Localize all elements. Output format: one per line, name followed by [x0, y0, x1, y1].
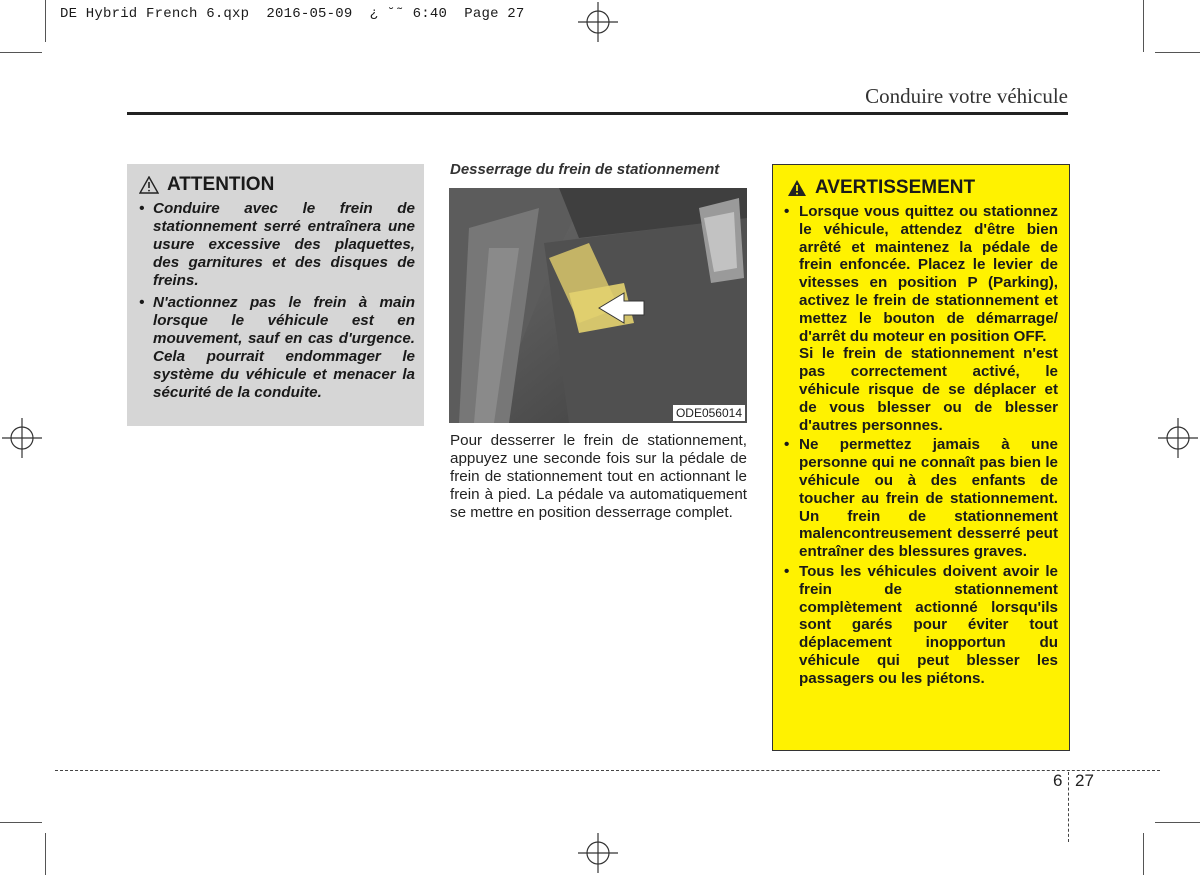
registration-mark-icon [578, 2, 618, 42]
warning-triangle-icon [787, 179, 807, 197]
warning-title: AVERTISSEMENT [815, 177, 976, 198]
list-item [783, 203, 1058, 434]
crop-mark [1143, 833, 1144, 875]
crop-mark [45, 0, 46, 42]
crop-mark [45, 833, 46, 875]
body-paragraph: Pour desserrer le frein de stationnement, appuyez une seconde fois sur la pédale de frein de stationnement tout en actionnant le frein à pied. La pédale va automatiquement se mettre en position desserrage complet. [450, 432, 747, 521]
crop-mark [0, 822, 42, 823]
registration-mark-icon [1158, 418, 1198, 458]
attention-header [139, 174, 415, 196]
attention-box [127, 164, 424, 426]
running-head: Conduire votre véhicule [865, 84, 1068, 108]
footer-rule [55, 770, 1160, 771]
warning-box [772, 164, 1070, 751]
pedal-photo [449, 188, 747, 423]
chapter-number: 6 [1053, 771, 1063, 790]
warning-list [783, 203, 1058, 688]
attention-title: ATTENTION [167, 174, 275, 195]
crop-mark [1155, 52, 1200, 53]
crop-mark [0, 52, 42, 53]
list-item: • Ne permettez jamais à une personne qui ne connaît pas bien le véhicule ou à des enfants de toucher au frein de stationnement. Un frein de stationnement malencontreusement desserré peut entraîner des blessures graves. [783, 436, 1058, 561]
warning-triangle-icon [139, 176, 159, 194]
list-item-continuation: Si le frein de stationnement n'est pas correctement activé, le véhicule risque de se déplacer et de vous blesser ou de blesser d'autres personnes. [799, 345, 1058, 434]
list-item: • Tous les véhicules doivent avoir le frein de stationnement complètement actionné lorsqu'ils sont garés pour éviter tout déplacement inopportun du véhicule qui peut blesser les passagers ou les piétons. [783, 563, 1058, 688]
image-code: ODE056014 [673, 405, 745, 421]
crop-mark [1155, 822, 1200, 823]
parking-brake-illustration [449, 188, 747, 423]
list-item: • N'actionnez pas le frein à main lorsque le véhicule est en mouvement, sauf en cas d'urgence. Cela pourrait endommager le système du véhicule et menacer la sécurité de la conduite. [139, 294, 415, 402]
section-subheading: Desserrage du frein de stationnement [450, 161, 720, 178]
registration-mark-icon [578, 833, 618, 873]
page-number-divider [1068, 772, 1069, 842]
attention-list [139, 200, 415, 402]
page-number: 27 [1075, 771, 1094, 790]
list-item: • Conduire avec le frein de stationnement serré entraînera une usure excessive des plaquettes, des garnitures et des disques de freins. [139, 200, 415, 290]
registration-mark-icon [2, 418, 42, 458]
list-item-text: • Lorsque vous quittez ou stationnez le véhicule, attendez d'être bien arrêté et maintenez la pédale de frein enfoncée. Placez le levier de vitesses en position P (Parking), activez le frein de stationnement et mettez le bouton de démarrage/ d'arrêt du moteur en position OFF. [799, 203, 1058, 345]
print-slug: DE Hybrid French 6.qxp 2016-05-09 ¿ ˘˜ 6:40 Page 27 [60, 6, 525, 22]
warning-header [787, 177, 1058, 199]
header-rule [127, 112, 1068, 115]
crop-mark [1143, 0, 1144, 52]
